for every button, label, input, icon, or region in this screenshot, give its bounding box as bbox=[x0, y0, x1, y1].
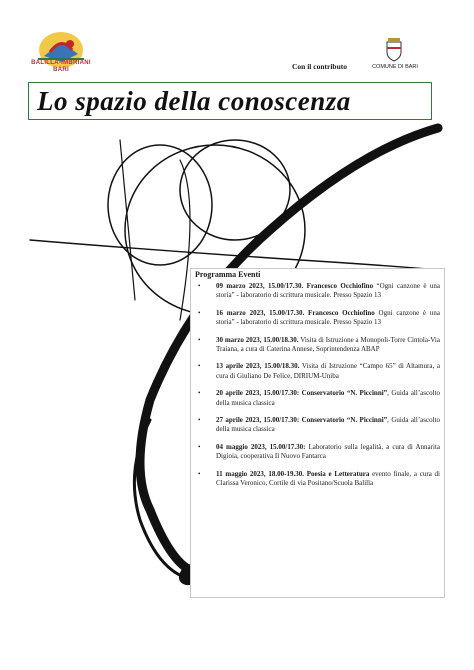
event-date: 13 aprile 2023, 15.00/18.30. bbox=[216, 362, 300, 371]
event-speaker: Francesco Occhiofino bbox=[308, 308, 375, 317]
list-item bbox=[195, 336, 440, 355]
bullet-icon: • bbox=[198, 282, 201, 290]
list-item bbox=[195, 443, 440, 462]
event-description: , Guida all’ascolto della musica classica bbox=[216, 389, 440, 407]
bullet-icon: • bbox=[198, 416, 201, 425]
bullet-icon: • bbox=[198, 389, 201, 398]
bullet-icon: • bbox=[198, 442, 201, 451]
list-item bbox=[195, 470, 440, 489]
event-date: 11 maggio 2023, 18.00-19.30. Poesia e Letteratura bbox=[216, 469, 370, 478]
list-item bbox=[195, 282, 440, 301]
bullet-icon: • bbox=[198, 308, 201, 317]
event-date: 16 marzo 2023, 15.00/17.30. bbox=[216, 308, 305, 317]
event-description: , Guida all’ascolto della musica classica bbox=[216, 416, 440, 434]
list-item bbox=[195, 362, 440, 381]
sponsor-label: Con il contributo bbox=[292, 62, 348, 71]
program-box bbox=[190, 268, 445, 598]
event-list bbox=[195, 282, 440, 489]
school-logo-caption: BALILLA-IMBRIANI BARI bbox=[31, 60, 91, 73]
event-date: 27 aprile 2023, 15.00/17.30: Conservatorio “N. Piccinni” bbox=[216, 416, 388, 425]
list-item bbox=[195, 416, 440, 435]
list-item bbox=[195, 309, 440, 328]
event-date: 30 marzo 2023, 15.00/18.30. bbox=[216, 335, 299, 344]
bullet-icon: • bbox=[198, 335, 201, 344]
program-heading: Programma Eventi bbox=[195, 270, 261, 279]
event-description: evento finale, a cura di Clarissa Veronico, Cortile di via Positano/Scuola Balilla bbox=[216, 469, 440, 488]
city-crest-icon bbox=[385, 38, 403, 62]
bullet-icon: • bbox=[198, 362, 201, 371]
event-description: Visita di Istruzione a Monopoli-Torre Cintola-Via Traiana, a cura di Caterina Annese, Soprintendenza ABAP bbox=[216, 335, 440, 354]
event-date: 09 marzo 2023, 15.00/17.30. bbox=[216, 282, 304, 290]
event-date: 04 maggio 2023, 15.00/17.30: bbox=[216, 442, 306, 451]
event-description: Ogni canzone è una storia” - laboratorio di scrittura musicale. Presso Spazio 13 bbox=[216, 308, 440, 327]
bullet-icon: • bbox=[198, 469, 201, 478]
title-box bbox=[28, 82, 432, 120]
event-description: Laboratorio sulla legalità, a cura di Annarita Digioia, cooperativa Il Nuovo Fantarca bbox=[216, 442, 440, 461]
list-item bbox=[195, 389, 440, 408]
event-description: “Ogni canzone è una storia” - laboratorio di scrittura musicale. Presso Spazio 13 bbox=[216, 282, 440, 300]
event-date: 20 aprile 2023, 15.00/17.30: Conservatorio “N. Piccinni” bbox=[216, 389, 388, 398]
city-crest-caption: COMUNE DI BARI bbox=[372, 64, 418, 70]
event-description: Visita di Istruzione “Campo 65” di Altamura, a cura di Giuliano De Felice, DIRIUM-Uniba bbox=[216, 362, 440, 380]
event-speaker: Francesco Occhiofino bbox=[306, 282, 374, 290]
page-title: Lo spazio della conoscenza bbox=[37, 85, 351, 116]
